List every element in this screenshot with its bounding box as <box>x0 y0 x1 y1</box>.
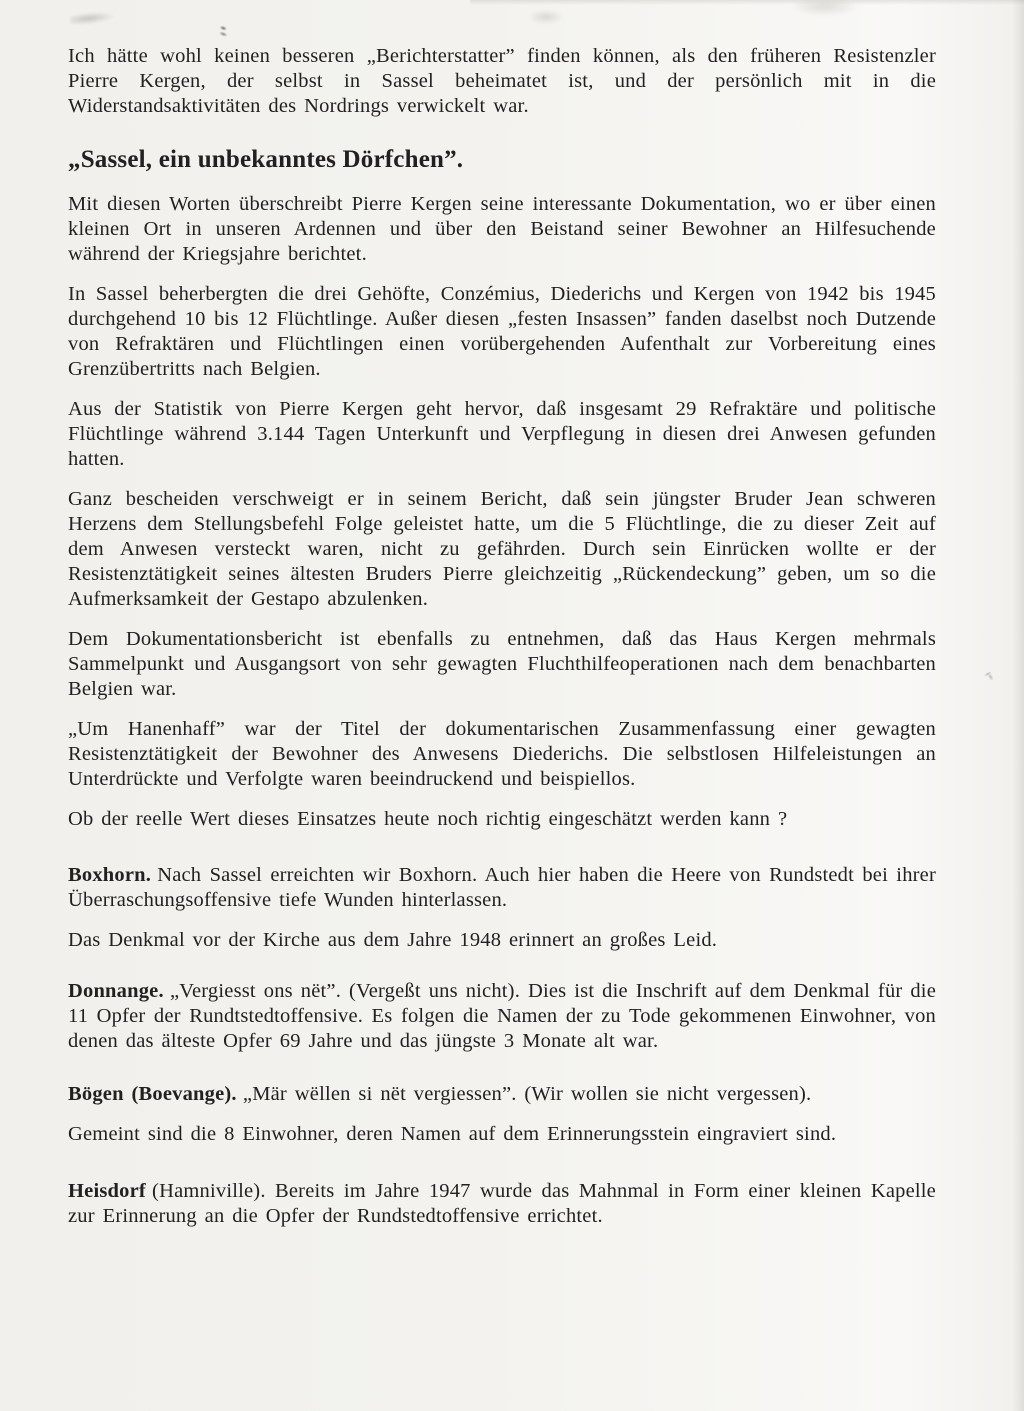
paragraph-text: „Vergiesst ons nët”. (Vergeßt uns nicht). Dies ist die Inschrift auf dem Denkmal für die 11 Opfer der Rundtstedtoffensive. Es folgen die Namen der zu Tode gekommenen Einwohner, von denen das älteste Opfer 69 Jahre und das jüngste 3 Monate alt war. <box>68 980 936 1052</box>
paragraph-text: „Mär wëllen si nët vergiessen”. (Wir wollen sie nicht vergessen). <box>242 1083 812 1105</box>
paragraph-mit-diesen-worten: Mit diesen Worten überschreibt Pierre Kergen seine interessante Dokumentation, wo er über einen kleinen Ort in unseren Ardennen und über den Beistand seiner Bewohner an Hilfesuchende während der Kriegsjahre berichtet. <box>68 193 936 265</box>
place-name-boegen: Bögen (Boevange). <box>68 1083 237 1105</box>
place-name-heisdorf: Heisdorf <box>68 1180 146 1202</box>
paragraph-intro: Ich hätte wohl keinen besseren „Berichterstatter” finden können, als den früheren Resistenzler Pierre Kergen, der selbst in Sassel beheimatet ist, und der persönlich mit in die Widerstandsaktivitäten des Nordrings verwickelt war. <box>68 45 936 117</box>
paragraph-gemeint: Gemeint sind die 8 Einwohner, deren Namen auf dem Erinnerungsstein eingraviert sind. <box>68 1123 837 1145</box>
paragraph-text: Nach Sassel erreichten wir Boxhorn. Auch hier haben die Heere von Rundstedt bei ihrer Überraschungsoffensive tiefe Wunden hinterlassen. <box>68 864 936 911</box>
paragraph-boegen <box>68 1082 936 1107</box>
scan-smudge <box>790 0 860 16</box>
scan-smudge <box>977 665 1001 688</box>
paragraph-bruder-jean: Ganz bescheiden verschweigt er in seinem Bericht, daß sein jüngster Bruder Jean schweren Herzens dem Stellungsbefehl Folge geleistet hatte, um die 5 Flüchtlinge, die zu dieser Zeit auf dem Anwesen versteckt waren, nicht zu gefährden. Durch sein Einrücken wollte er der Resistenztätigkeit seines ältesten Bruders Pierre gleichzeitig „Rückendeckung” geben, um so die Aufmerksamkeit der Gestapo abzulenken. <box>68 488 936 610</box>
page-content <box>68 44 936 1244</box>
section-heading: „Sassel, ein unbekanntes Dörfchen”. <box>68 146 464 173</box>
paragraph-heisdorf <box>68 1179 936 1229</box>
scan-smudge <box>69 10 116 27</box>
paragraph-donnange <box>68 979 936 1054</box>
paragraph-statistik: Aus der Statistik von Pierre Kergen geht hervor, daß insgesamt 29 Refraktäre und politische Flüchtlinge während 3.144 Tagen Unterkunft und Verpflegung in diesen drei Anwesen gefunden hatten. <box>68 398 936 470</box>
paragraph-boxhorn <box>68 863 936 913</box>
page-top-shade <box>470 0 1024 5</box>
paragraph-dokumentationsbericht: Dem Dokumentationsbericht ist ebenfalls zu entnehmen, daß das Haus Kergen mehrmals Sammelpunkt und Ausgangsort von sehr gewagten Fluchthilfeoperationen nach dem benachbarten Belgien war. <box>68 628 936 700</box>
place-name-boxhorn: Boxhorn. <box>68 864 152 886</box>
paragraph-reelle-wert: Ob der reelle Wert dieses Einsatzes heute noch richtig eingeschätzt werden kann ? <box>68 808 788 830</box>
paragraph-um-hanenhaff: „Um Hanenhaff” war der Titel der dokumentarischen Zusammenfassung einer gewagten Resistenztätigkeit der Bewohner des Anwesens Diederichs. Die selbstlosen Hilfeleistungen an Unterdrückte und Verfolgte waren beeindruckend und beispiellos. <box>68 718 936 790</box>
paragraph-denkmal-1948: Das Denkmal vor der Kirche aus dem Jahre 1948 erinnert an großes Leid. <box>68 929 718 951</box>
paragraph-drei-gehoefte: In Sassel beherbergten die drei Gehöfte, Conzémius, Diederichs und Kergen von 1942 bis 1945 durchgehend 10 bis 12 Flüchtlinge. Außer diesen „festen Insassen” fanden daselbst noch Dutzende von Refraktären und Flüchtlingen einen vorübergehenden Aufenthalt zur Vorbereitung eines Grenzübertritts nach Belgien. <box>68 283 936 380</box>
scan-smudge <box>528 10 564 24</box>
ink-mark <box>214 22 232 40</box>
place-name-donnange: Donnange. <box>68 980 164 1002</box>
page-edge-shadow <box>1012 0 1024 1411</box>
paragraph-text: (Hamniville). Bereits im Jahre 1947 wurde das Mahnmal in Form einer kleinen Kapelle zur Erinnerung an die Opfer der Rundstedtoffensive errichtet. <box>68 1180 936 1227</box>
